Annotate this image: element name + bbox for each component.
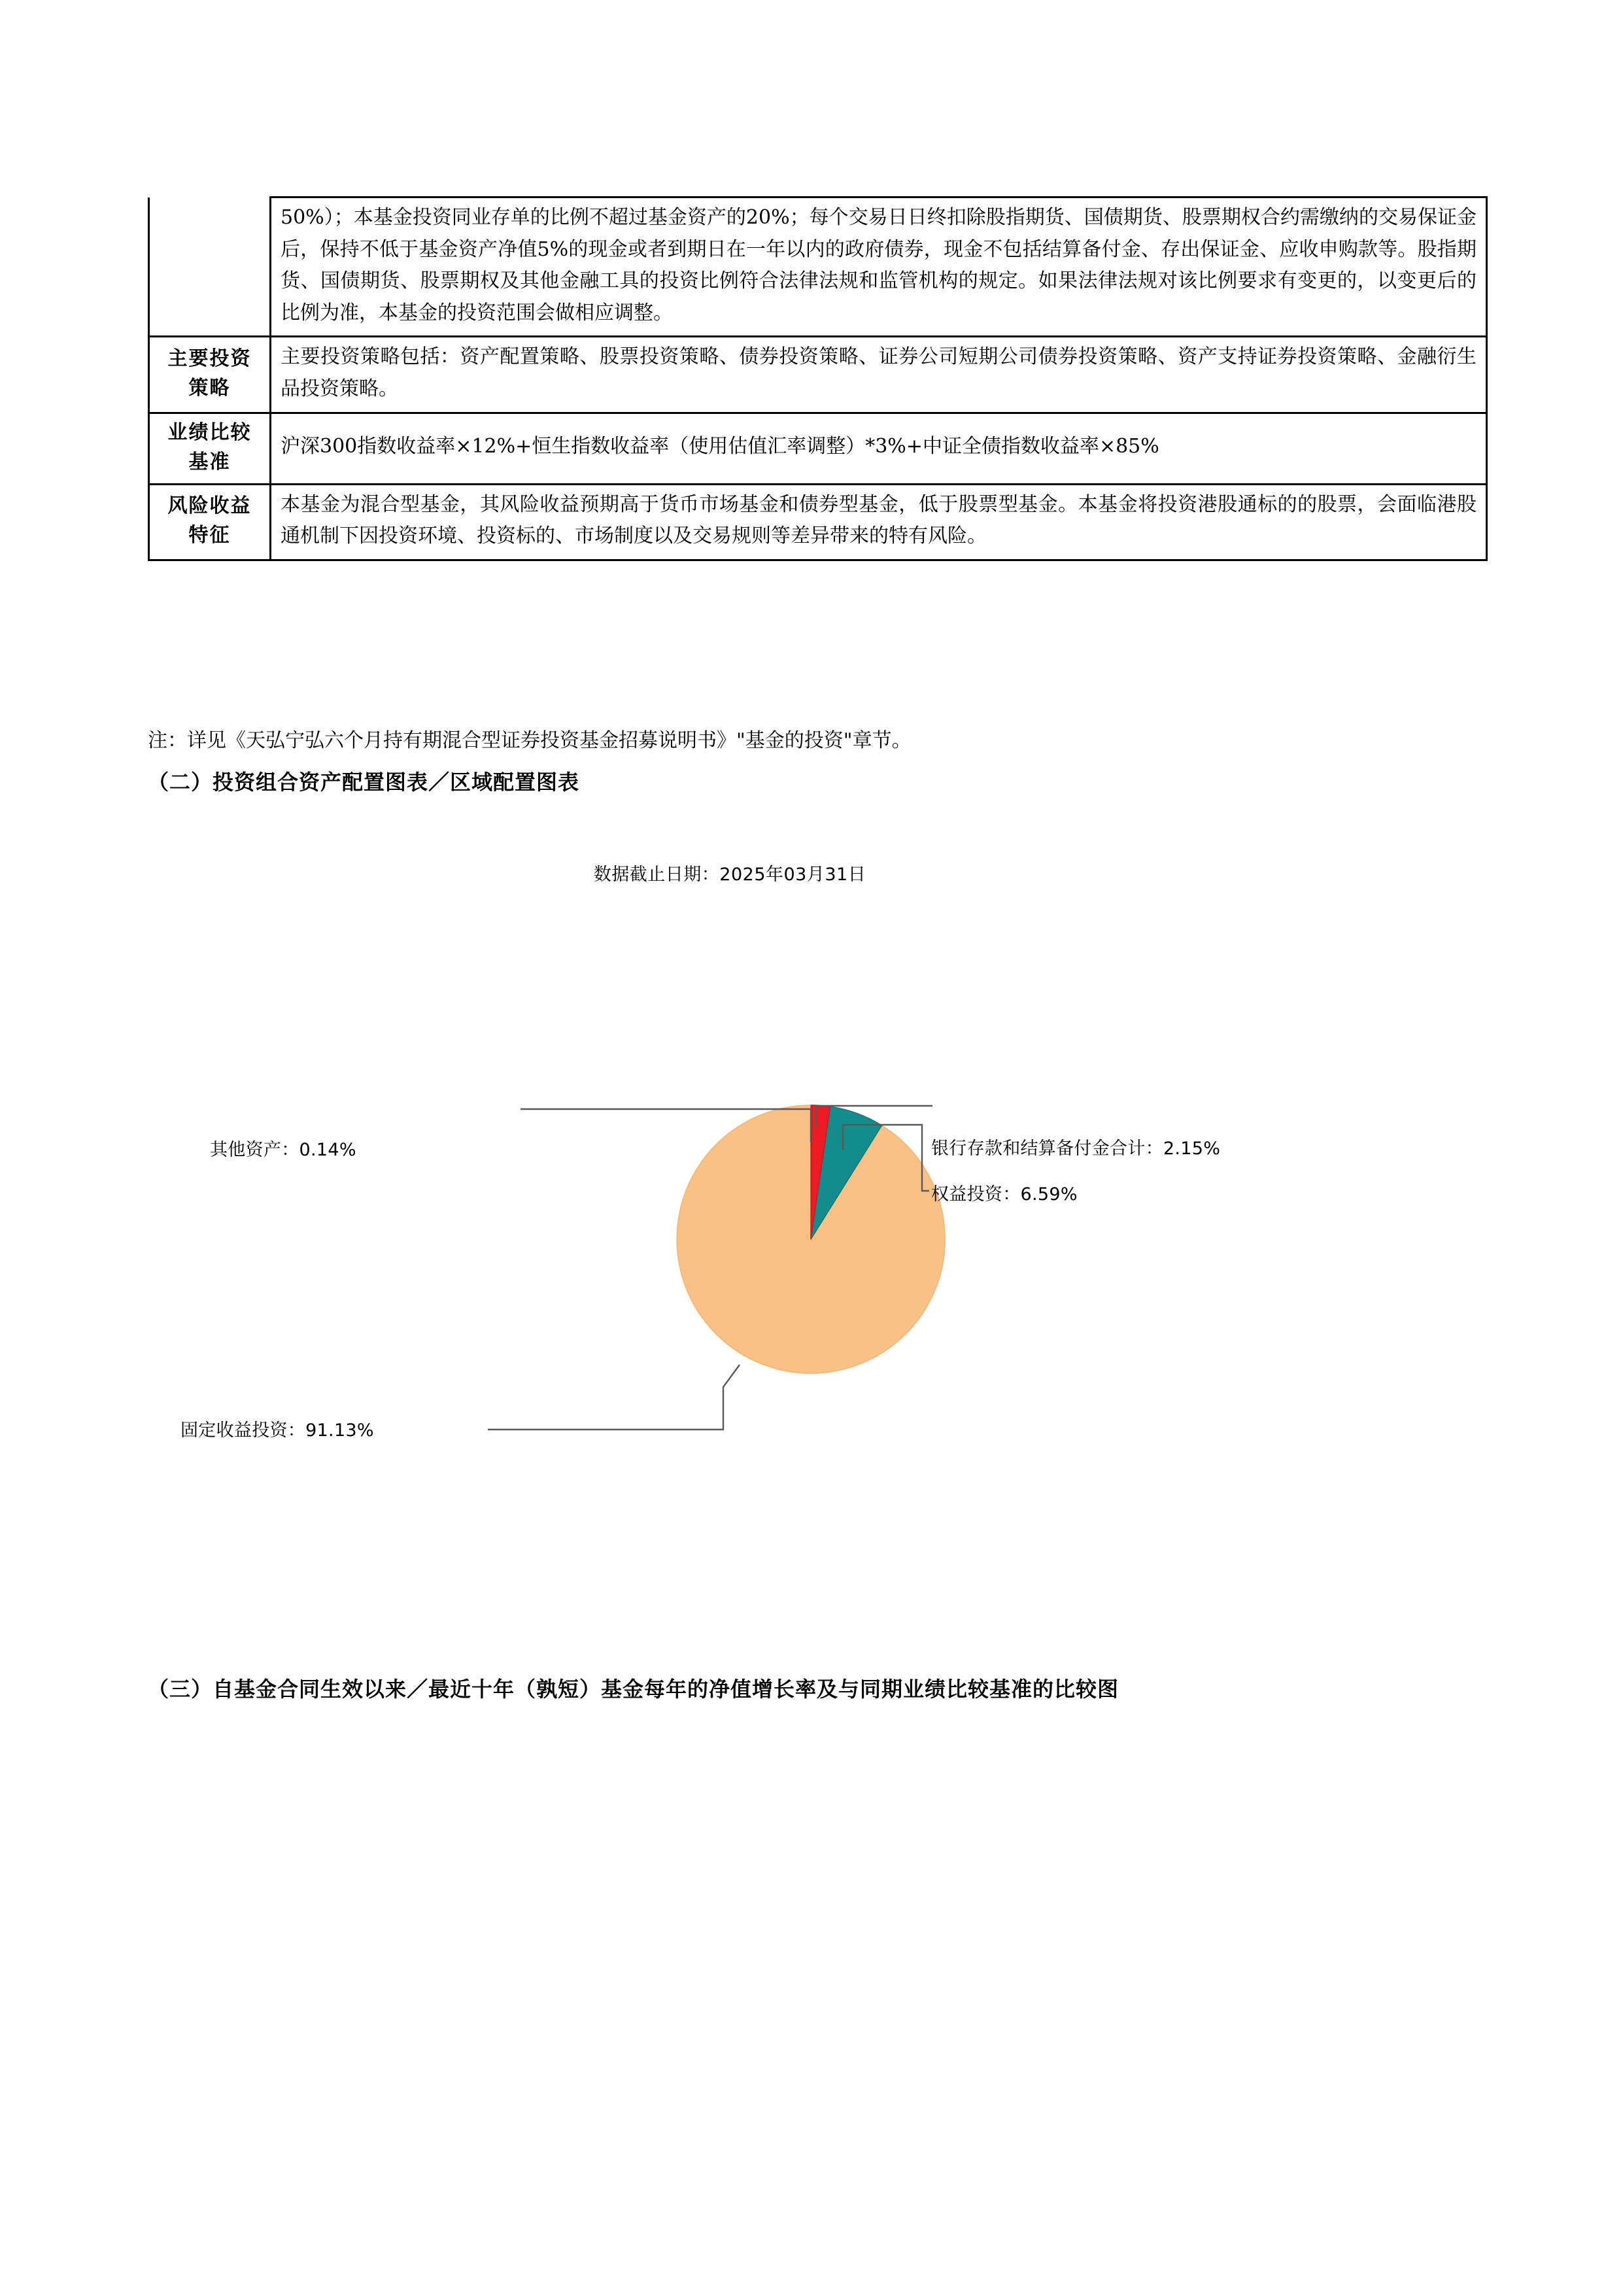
table-row: [149, 413, 1487, 484]
pie-label-other-assets: 其他资产：0.14%: [210, 1140, 356, 1160]
section-heading-three: （三）自基金合同生效以来／最近十年（孰短）基金每年的净值增长率及与同期业绩比较基准的比较图: [148, 1677, 1119, 1702]
chart-as-of-date: 数据截止日期：2025年03月31日: [593, 865, 866, 885]
pie-label-equity-investment: 权益投资：6.59%: [931, 1184, 1078, 1205]
row-label: 业绩比较基准: [149, 413, 271, 484]
table-row: [149, 337, 1487, 413]
row-label: 主要投资策略: [149, 337, 271, 413]
row-body: 沪深300指数收益率×12%+恒生指数收益率（使用估值汇率调整）*3%+中证全债指数收益率×85%: [271, 413, 1487, 484]
row-body: 本基金为混合型基金，其风险收益预期高于货币市场基金和债券型基金，低于股票型基金。本基金将投资港股通标的的股票，会面临港股通机制下因投资环境、投资标的、市场制度以及交易规则等差异带来的特有风险。: [271, 484, 1487, 560]
leader-line-fixed-income: [488, 1365, 740, 1430]
table-footnote: 注：详见《天弘宁弘六个月持有期混合型证券投资基金招募说明书》"基金的投资"章节。: [148, 729, 912, 752]
pie-label-bank-deposits: 银行存款和结算备付金合计：2.15%: [931, 1139, 1221, 1159]
row-label: [149, 197, 271, 337]
pie-chart-canvas: [148, 821, 1486, 1605]
table-body: [149, 197, 1487, 560]
table-row: [149, 197, 1487, 337]
row-body: 主要投资策略包括：资产配置策略、股票投资策略、债券投资策略、证券公司短期公司债券投资策略、资产支持证券投资策略、金融衍生品投资策略。: [271, 337, 1487, 413]
row-body: 50%）；本基金投资同业存单的比例不超过基金资产的20%；每个交易日日终扣除股指期货、国债期货、股票期权合约需缴纳的交易保证金后，保持不低于基金资产净值5%的现金或者到期日在一年以内的政府债券，现金不包括结算备付金、存出保证金、应收申购款等。股指期货、国债期货、股票期权及其他金融工具的投资比例符合法律法规和监管机构的规定。如果法律法规对该比例要求有变更的，以变更后的比例为准，本基金的投资范围会做相应调整。: [271, 197, 1487, 337]
section-heading-two: （二）投资组合资产配置图表／区域配置图表: [148, 770, 580, 795]
asset-allocation-pie-chart: [148, 821, 1486, 1605]
row-label: 风险收益特征: [149, 484, 271, 560]
fund-specification-table: [148, 196, 1488, 561]
table-row: [149, 484, 1487, 560]
pie-label-fixed-income: 固定收益投资：91.13%: [180, 1420, 374, 1441]
